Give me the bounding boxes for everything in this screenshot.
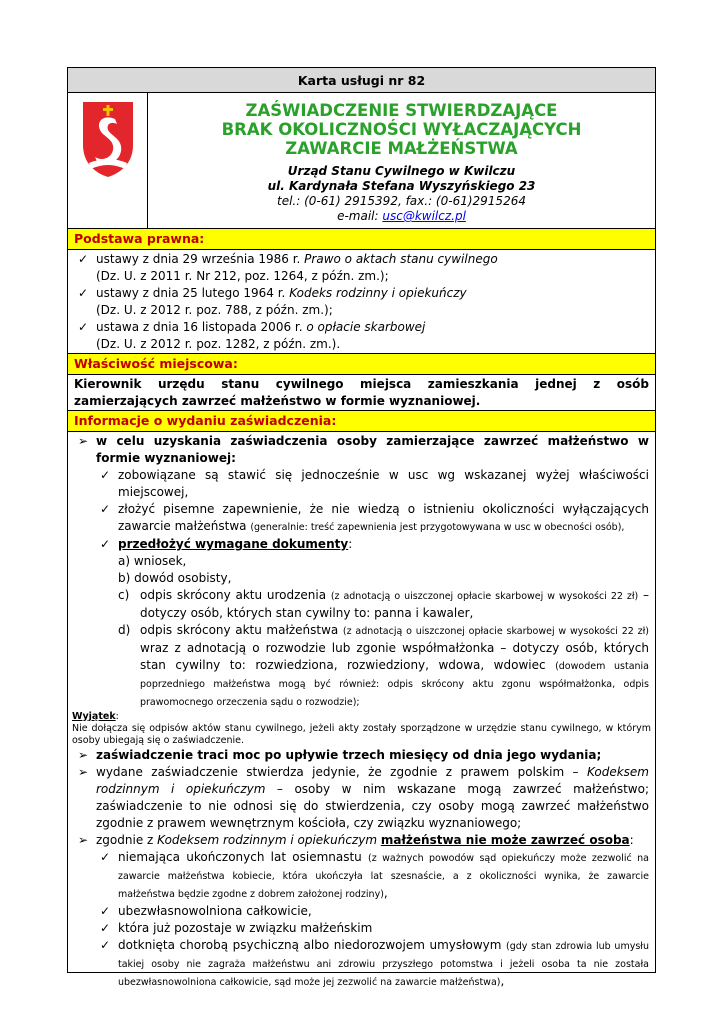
info-heading: Informacje o wydaniu zaświadczenia:: [68, 411, 655, 432]
info-point: ➢ w celu uzyskania zaświadczenia osoby zamierzające zawrzeć małżeństwo w formie wyznaniowej:: [78, 434, 649, 465]
document-item: a) wniosek,: [118, 554, 187, 568]
office-email: e-mail: usc@kwilcz.pl: [337, 209, 466, 223]
locality-text: Kierownik urzędu stanu cywilnego miejsca zamieszkania jednej z osób zamierzających zawrzeć małżeństwo w formie wyznaniowej.: [68, 375, 655, 411]
exception-note: Wyjątek: Nie dołącza się odpisów aktów stanu cywilnego, jeżeli akty zostały sporządzone w urzędzie stanu cywilnego, w którym osoby ubiegają się o zaświadczenie.: [72, 711, 651, 746]
document-item: d) odpis skrócony aktu małżeństwa (z adnotacją o uiszczonej opłacie skarbowej w wysokości 22 zł) wraz z adnotacją o rozwodzie lub zgonie współmałżonka – dotyczy osób, których stan cywilny to: rozwiedziona, rozwiedziony, wdowa, wdowiec (dowodem ustania poprzedniego małżeństwa mogą być również: odpis skrócony aktu zgonu współmałżonka, odpis prawomocnego orzeczenia sądu o rozwodzie);: [118, 623, 650, 708]
requirement-item: ✓ złożyć pisemne zapewnienie, że nie wiedzą o istnieniu okoliczności wyłączających zawarcie małżeństwa (generalnie: treść zapewnienia jest przygotowywana w usc w obecności osób),: [100, 502, 649, 533]
arrow-icon: ➢: [78, 765, 89, 779]
office-info: [148, 164, 655, 224]
check-icon: ✓: [100, 468, 111, 482]
info-body: [68, 432, 655, 991]
legal-heading: Podstawa prawna:: [68, 229, 655, 250]
crest-cell: [68, 93, 148, 228]
arrow-icon: ➢: [78, 748, 89, 762]
requirement-item: ✓ zobowiązane są stawić się jednocześnie w usc wg wskazanej wyżej właściwości miejscowej,: [100, 468, 649, 499]
office-name: Urząd Stanu Cywilnego w Kwilczu: [287, 164, 516, 178]
office-phone: tel.: (0-61) 2915392, fax.: (0-61)2915264: [277, 194, 526, 208]
info-point: ➢ wydane zaświadczenie stwierdza jedynie, że zgodnie z prawem polskim – Kodeksem rodzinnym i opiekuńczym – osoby w nim wskazane mogą zawrzeć małżeństwo; zaświadczenie to nie odnosi się do stwierdzenia, czy osoby mogą zawrzeć małżeństwo zgodnie z prawem wewnętrznym kościoła, czy związku wyznaniowego;: [78, 765, 649, 830]
info-point: ➢ zgodnie z Kodeksem rodzinnym i opiekuńczym małżeństwa nie może zawrzeć osoba:: [78, 833, 634, 847]
email-link[interactable]: usc@kwilcz.pl: [382, 209, 466, 223]
coat-of-arms-icon: [81, 99, 135, 179]
requirement-item: ✓ przedłożyć wymagane dokumenty:: [100, 537, 353, 551]
card-number: Karta usługi nr 82: [68, 68, 655, 93]
restriction-item: ✓ która już pozostaje w związku małżeńskim: [100, 921, 373, 935]
document-item: b) dowód osobisty,: [118, 571, 232, 585]
check-icon: ✓: [78, 320, 89, 334]
restriction-item: ✓ niemająca ukończonych lat osiemnastu (z ważnych powodów sąd opiekuńczy może zezwolić na zawarcie małżeństwa kobiecie, która ukończyła lat szesnaście, a z okoliczności wynika, że zawarcie małżeństwa będzie zgodne z dobrem założonej rodziny),: [100, 850, 650, 900]
locality-heading: Właściwość miejscowa:: [68, 354, 655, 375]
legal-item: ✓ ustawa z dnia 16 listopada 2006 r. o opłacie skarbowej: [78, 320, 426, 334]
restrictions-list: [74, 849, 649, 991]
check-icon: ✓: [100, 502, 111, 516]
check-icon: ✓: [100, 938, 111, 952]
service-card: [67, 67, 656, 988]
legal-list: ✓ ustawy z dnia 29 września 1986 r. Prawo o aktach stanu cywilnego (Dz. U. z 2011 r. Nr 212, poz. 1264, z późn. zm.); ✓ ustawy z dnia 25 lutego 1964 r. Kodeks rodzinny i opiekuńczy (Dz. U. z 2012 r. poz. 788, z późn. zm.); ✓ ustawa z dnia 16 listopada 2006 r. o opłacie skarbowej (Dz. U. z 2012 r. poz. 1282, z późn. zm.).: [68, 250, 655, 354]
document-item: c) odpis skrócony aktu urodzenia (z adnotacją o uiszczonej opłacie skarbowej w wysokości 22 zł) – dotyczy osób, których stan cywilny to: panna i kawaler,: [118, 588, 649, 620]
info-point: ➢ zaświadczenie traci moc po upływie trzech miesięcy od dnia jego wydania;: [78, 748, 602, 762]
office-address: ul. Kardynała Stefana Wyszyńskiego 23: [267, 179, 536, 193]
check-icon: ✓: [100, 921, 111, 935]
arrow-icon: ➢: [78, 833, 89, 847]
document-title: ZAŚWIADCZENIE STWIERDZAJĄCE BRAK OKOLICZNOŚCI WYŁACZAJĄCYCH ZAWARCIE MAŁŻEŃSTWA: [221, 101, 582, 158]
restriction-item: ✓ dotknięta chorobą psychiczną albo niedorozwojem umysłowym (gdy stan zdrowia lub umysłu takiej osoby nie zagraża małżeństwu ani zdrowiu przyszłego potomstwa i jeżeli osoba ta nie została ubezwłasnowolniona całkowicie, sąd może jej zezwolić na zawarcie małżeństwa),: [100, 938, 649, 988]
title-block: [148, 93, 655, 228]
check-icon: ✓: [100, 850, 111, 864]
legal-item: ✓ ustawy z dnia 25 lutego 1964 r. Kodeks rodzinny i opiekuńczy: [78, 286, 467, 300]
check-icon: ✓: [78, 252, 89, 266]
documents-list: [96, 553, 649, 711]
arrow-icon: ➢: [78, 434, 89, 448]
check-icon: ✓: [100, 537, 111, 551]
restriction-item: ✓ ubezwłasnowolniona całkowicie,: [100, 904, 312, 918]
header: [68, 93, 655, 229]
legal-item: ✓ ustawy z dnia 29 września 1986 r. Prawo o aktach stanu cywilnego: [78, 252, 498, 266]
check-icon: ✓: [100, 904, 111, 918]
check-icon: ✓: [78, 286, 89, 300]
